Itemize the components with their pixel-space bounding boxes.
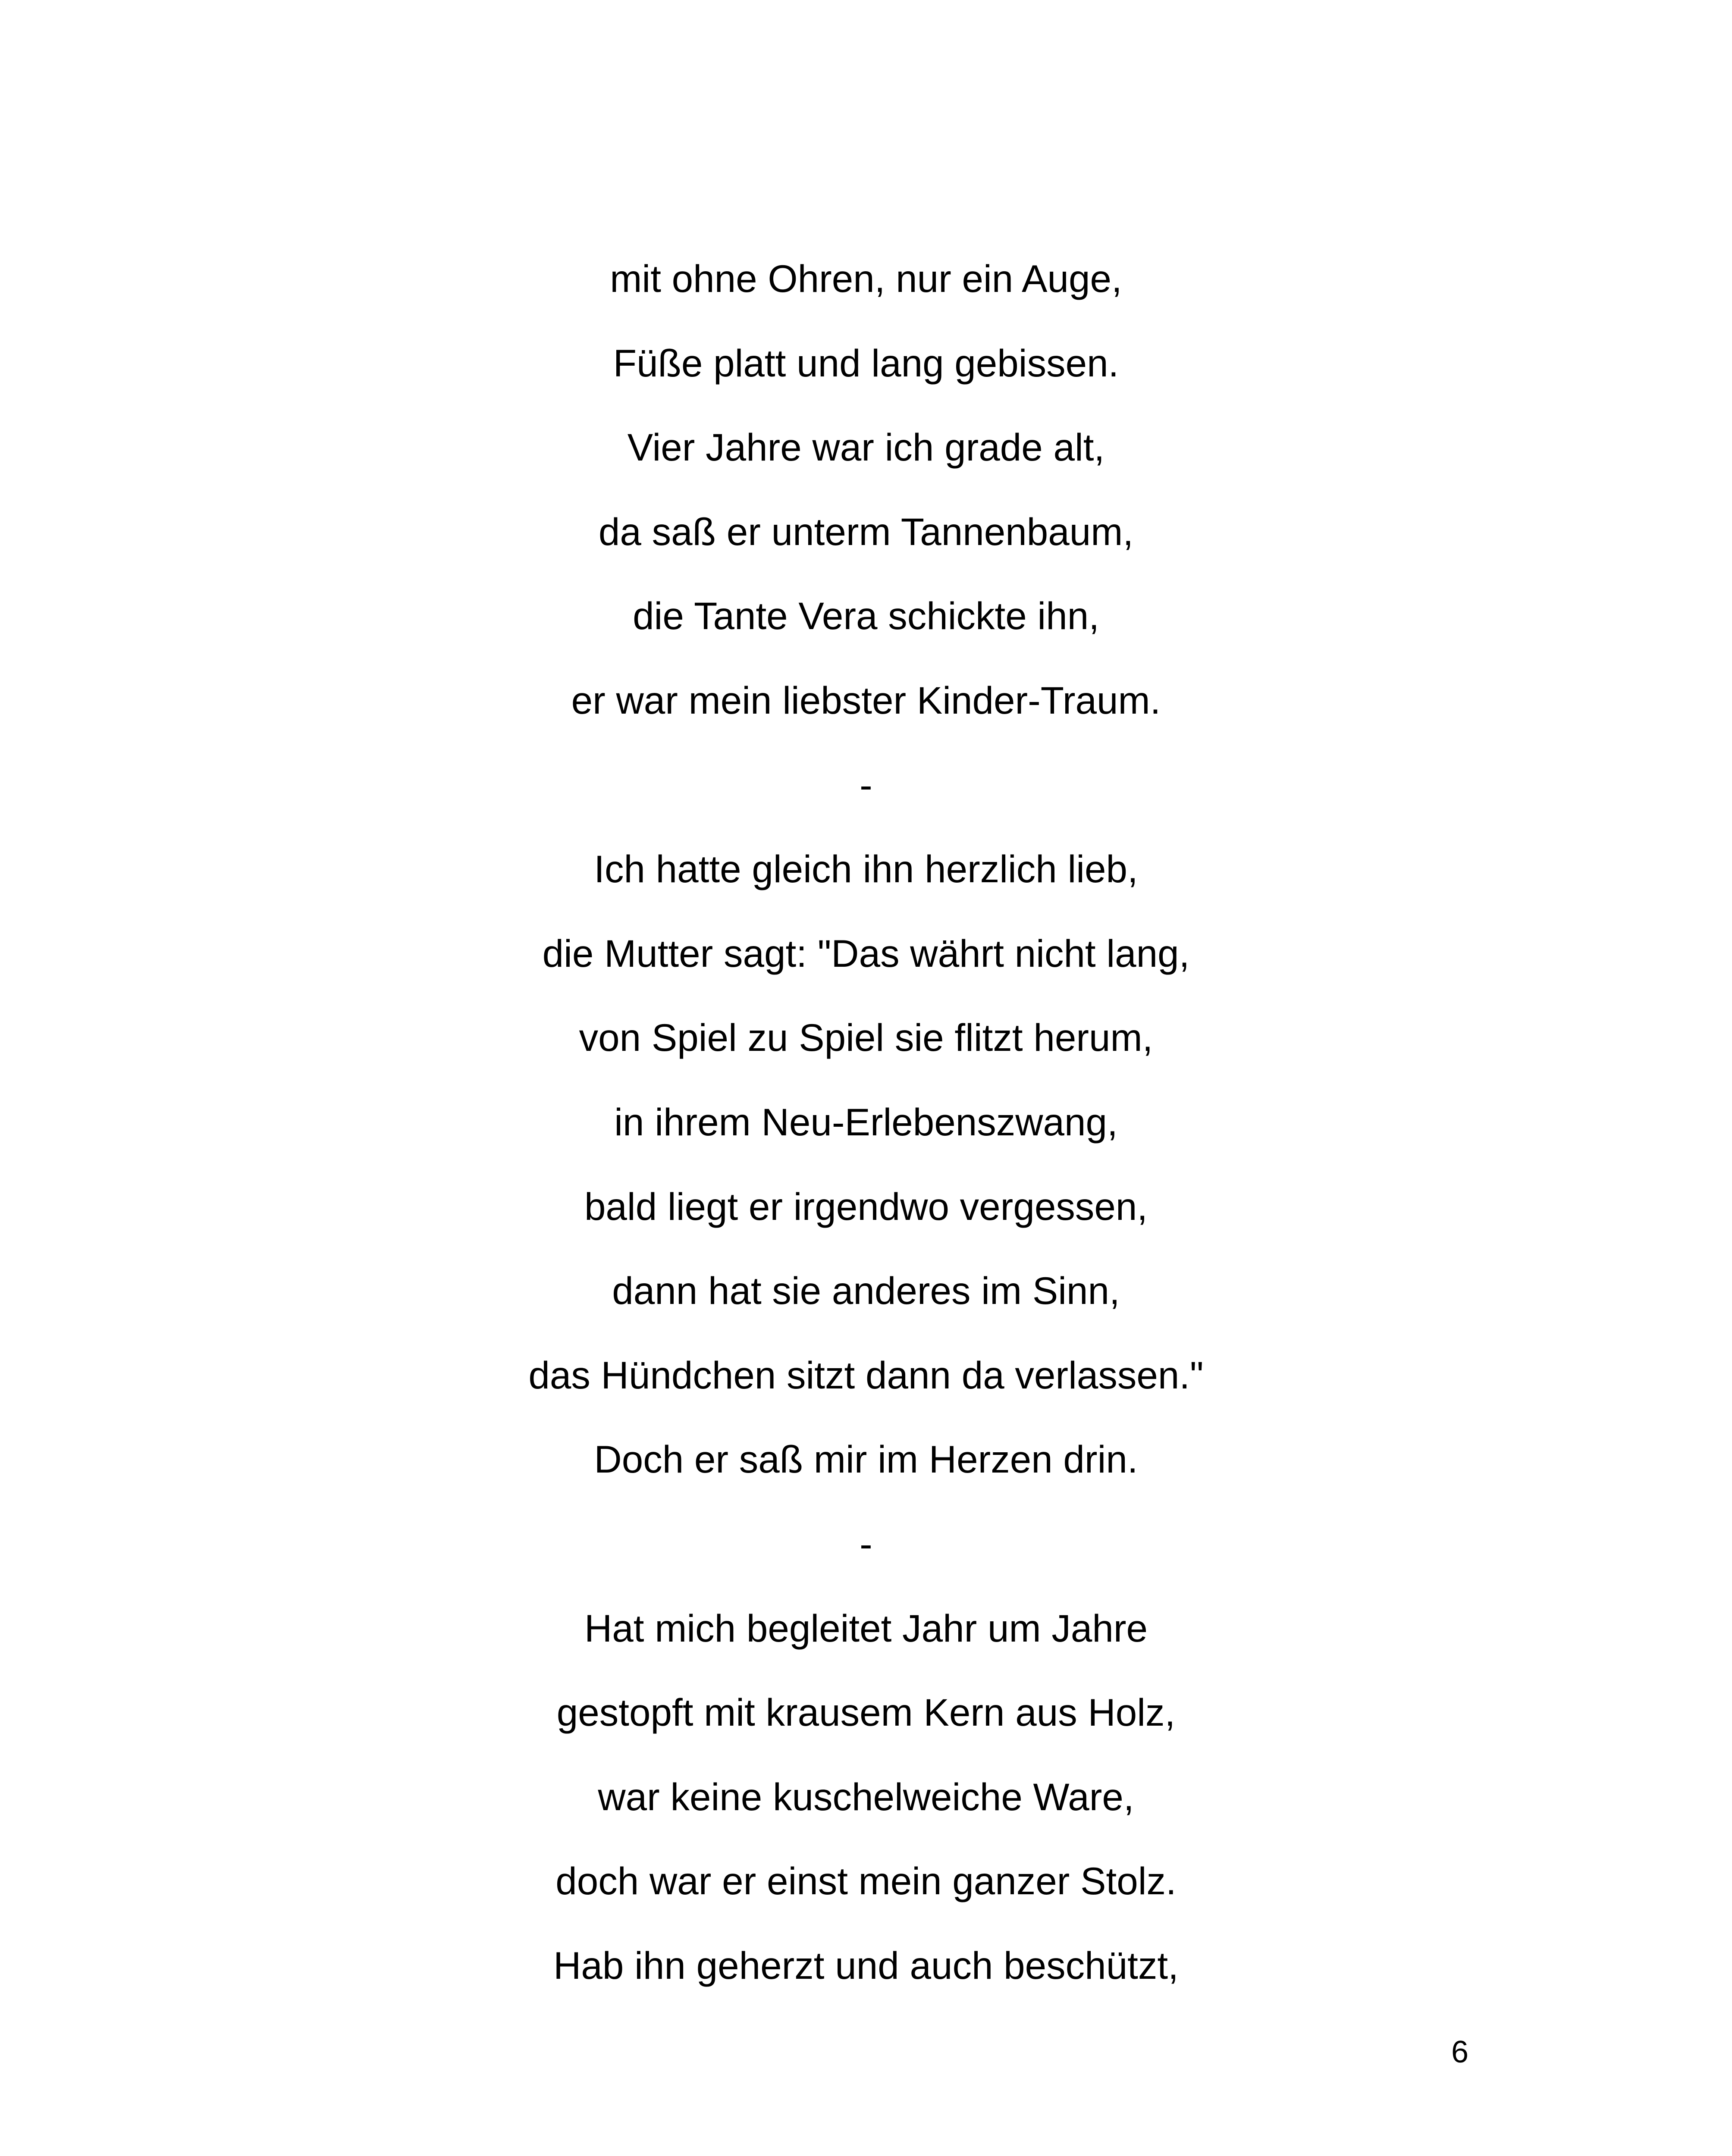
poem-line: Doch er saß mir im Herzen drin. (594, 1438, 1138, 1481)
poem-line: er war mein liebster Kinder-Traum. (571, 678, 1161, 722)
poem-line: Hab ihn geherzt und auch beschützt, (553, 1943, 1179, 1987)
poem-line: das Hündchen sitzt dann da verlassen." (528, 1353, 1204, 1397)
page-number: 6 (1451, 2035, 1469, 2069)
poem-line: war keine kuschelweiche Ware, (598, 1775, 1134, 1818)
poem-line: gestopft mit krausem Kern aus Holz, (556, 1691, 1176, 1734)
poem-line: dann hat sie anderes im Sinn, (612, 1269, 1120, 1313)
stanza-separator: - (860, 1522, 872, 1565)
poem-line: Füße platt und lang gebissen. (613, 341, 1119, 385)
poem-text (0, 257, 1732, 2028)
poem-line: mit ohne Ohren, nur ein Auge, (610, 257, 1122, 300)
poem-line: doch war er einst mein ganzer Stolz. (555, 1859, 1177, 1903)
poem-line: von Spiel zu Spiel sie flitzt herum, (579, 1016, 1153, 1059)
poem-line: in ihrem Neu-Erlebenszwang, (614, 1100, 1118, 1144)
poem-line: da saß er unterm Tannenbaum, (598, 510, 1134, 553)
poem-line: die Tante Vera schickte ihn, (633, 594, 1099, 638)
poem-line: Vier Jahre war ich grade alt, (627, 426, 1105, 469)
poem-line: Hat mich begleitet Jahr um Jahre (584, 1606, 1148, 1650)
poem-line: Ich hatte gleich ihn herzlich lieb, (594, 847, 1138, 891)
stanza-separator: - (860, 763, 872, 806)
poem-line: die Mutter sagt: "Das währt nicht lang, (542, 931, 1190, 975)
poem-line: bald liegt er irgendwo vergessen, (584, 1185, 1148, 1228)
